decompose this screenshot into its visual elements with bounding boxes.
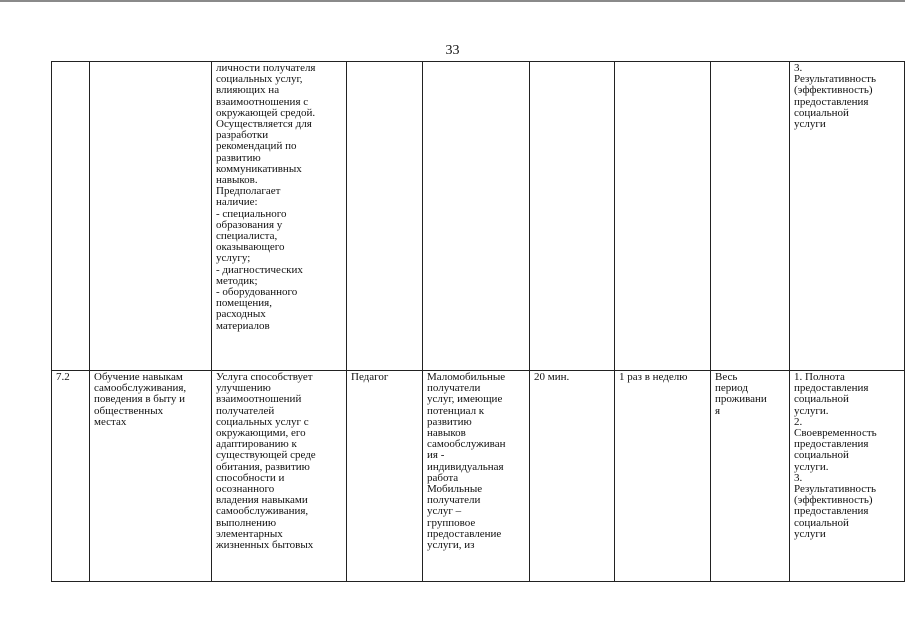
quality-criteria-cell — [790, 371, 905, 582]
text-line: выполнению — [216, 516, 277, 529]
quality-criteria-text — [794, 63, 901, 130]
text-line: - специального — [216, 207, 287, 220]
text-line: получателей — [216, 404, 275, 417]
text-line: осознанного — [216, 483, 275, 496]
text-line: ия - — [427, 449, 445, 462]
period-cell — [711, 62, 790, 371]
text-line: услуг – — [427, 505, 462, 518]
recipients-text — [427, 372, 526, 551]
period-text — [715, 372, 786, 417]
text-line: предоставление — [427, 527, 502, 540]
text-line: общественных — [94, 404, 164, 417]
frequency-cell — [615, 62, 711, 371]
text-line: (эффективность) — [794, 84, 873, 97]
text-line: поведения в быту и — [94, 393, 186, 406]
text-line: групповое — [427, 516, 476, 529]
text-line: Маломобильные — [427, 371, 506, 383]
text-line: социальной — [794, 449, 849, 462]
text-line: материалов — [216, 319, 270, 332]
text-line: предоставления — [794, 438, 869, 451]
recipients-cell — [423, 371, 530, 582]
text-line: получатели — [427, 382, 481, 395]
table-row — [52, 62, 905, 371]
text-line: развитию — [216, 151, 261, 164]
text-line: Результативность — [794, 483, 877, 496]
page-number: 33 — [445, 43, 460, 58]
quality-criteria-cell — [790, 62, 905, 371]
text-line: развитию — [427, 415, 472, 428]
text-line: услуги. — [794, 404, 829, 417]
text-line: социальной — [794, 106, 849, 119]
service-name-cell — [90, 62, 212, 371]
text-line: элементарных — [216, 527, 283, 540]
text-line: - диагностических — [216, 263, 303, 276]
text-line: самообслуживан — [427, 438, 506, 451]
text-line: предоставления — [794, 505, 869, 518]
text-line: взаимоотношения с — [216, 95, 309, 108]
top-border-line — [0, 0, 905, 2]
text-line: услуги. — [794, 460, 829, 473]
text-line: окружающими, его — [216, 427, 306, 440]
text-line: специалиста, — [216, 230, 278, 243]
text-line: коммуникативных — [216, 162, 302, 175]
text-line: 3. — [794, 471, 803, 484]
text-line: личности получателя — [216, 62, 316, 74]
text-line: услугу; — [216, 252, 251, 265]
text-line: местах — [94, 415, 127, 428]
text-line: улучшению — [216, 382, 271, 395]
text-line: методик; — [216, 274, 258, 287]
text-line: наличие: — [216, 196, 258, 209]
text-line: социальных услуг с — [216, 415, 309, 428]
text-line: проживани — [715, 393, 767, 406]
table-row — [52, 371, 905, 582]
text-line: предоставления — [794, 95, 869, 108]
text-line: Услуга способствует — [216, 371, 313, 383]
social-services-table — [51, 61, 905, 582]
text-line: Своевременность — [794, 427, 877, 440]
text-line: Весь — [715, 371, 738, 383]
text-line: (эффективность) — [794, 494, 873, 507]
text-line: существующей среде — [216, 449, 316, 462]
text-line: расходных — [216, 308, 266, 321]
text-line: услуги — [794, 118, 826, 131]
duration-cell — [530, 62, 615, 371]
text-line: Обучение навыкам — [94, 371, 183, 383]
text-line: социальных услуг, — [216, 73, 303, 86]
text-line: 3. — [794, 62, 803, 74]
text-line: услуги — [794, 527, 826, 540]
text-line: обитания, развитию — [216, 460, 310, 473]
text-line: 1. Полнота — [794, 371, 845, 383]
text-line: 2. — [794, 415, 803, 428]
service-description-cell — [212, 62, 347, 371]
text-line: разработки — [216, 129, 269, 142]
text-line: Результативность — [794, 73, 877, 86]
text-line: потенциал к — [427, 404, 485, 417]
text-line: навыков — [427, 427, 466, 440]
text-line: самообслуживания, — [94, 382, 187, 395]
text-line: оказывающего — [216, 241, 285, 254]
text-line: услуги, из — [427, 539, 475, 552]
text-line: индивидуальная — [427, 460, 504, 473]
text-line: способности и — [216, 471, 285, 484]
service-name-cell — [90, 371, 212, 582]
duration-cell: 20 мин. — [530, 371, 615, 582]
service-description-text — [216, 372, 343, 551]
text-line: помещения, — [216, 297, 272, 310]
service-number-cell: 7.2 — [52, 371, 90, 582]
text-line: - оборудованного — [216, 286, 298, 299]
text-line: взаимоотношений — [216, 393, 302, 406]
frequency-cell: 1 раз в неделю — [615, 371, 711, 582]
service-number-cell — [52, 62, 90, 371]
recipients-cell — [423, 62, 530, 371]
text-line: услуг, имеющие — [427, 393, 503, 406]
text-line: влияющих на — [216, 84, 280, 97]
text-line: окружающей средой. — [216, 106, 316, 119]
text-line: жизненных бытовых — [216, 539, 314, 552]
text-line: образования у — [216, 218, 283, 231]
service-description-text — [216, 63, 343, 332]
service-description-cell — [212, 371, 347, 582]
text-line: работа — [427, 471, 459, 484]
text-line: период — [715, 382, 748, 395]
service-name-text — [94, 372, 208, 428]
text-line: предоставления — [794, 382, 869, 395]
provider-cell — [347, 62, 423, 371]
text-line: Предполагает — [216, 185, 281, 198]
text-line: Осуществляется для — [216, 118, 312, 131]
text-line: рекомендаций по — [216, 140, 297, 153]
period-cell — [711, 371, 790, 582]
text-line: получатели — [427, 494, 481, 507]
provider-cell: Педагог — [347, 371, 423, 582]
text-line: адаптированию к — [216, 438, 297, 451]
text-line: Мобильные — [427, 483, 483, 496]
text-line: владения навыками — [216, 494, 308, 507]
text-line: социальной — [794, 393, 849, 406]
text-line: самообслуживания, — [216, 505, 309, 518]
quality-criteria-text — [794, 372, 901, 540]
text-line: я — [715, 404, 721, 417]
text-line: социальной — [794, 516, 849, 529]
text-line: навыков. — [216, 174, 258, 187]
